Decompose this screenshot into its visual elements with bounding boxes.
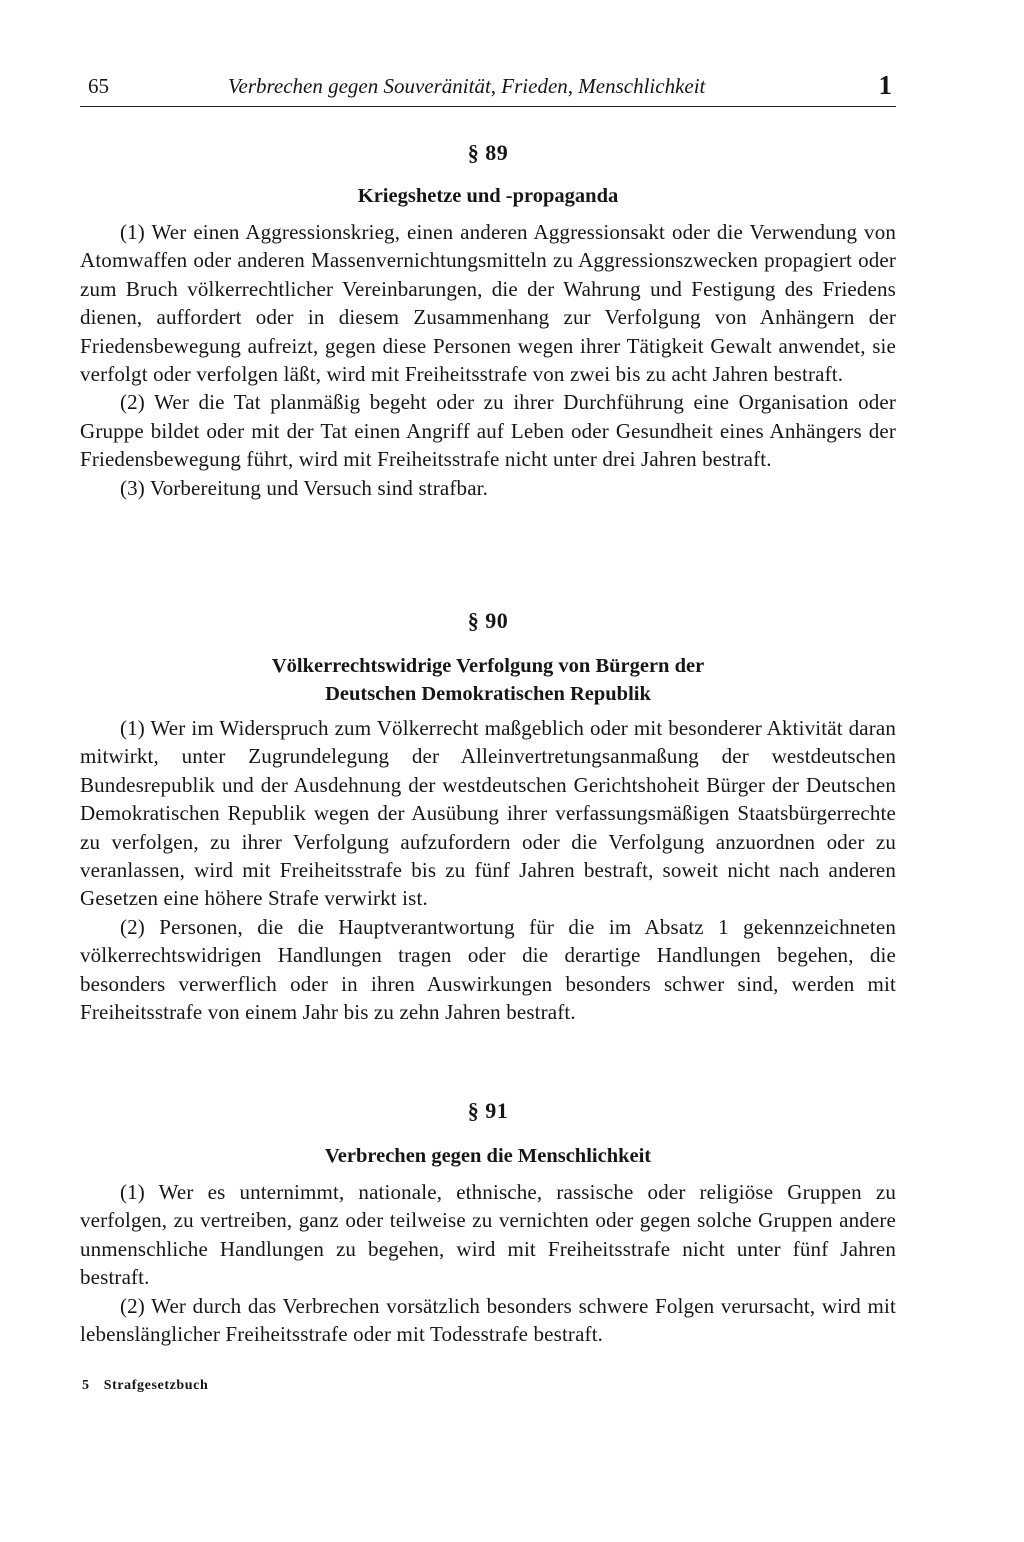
section-title-line: Deutschen Demokratischen Republik — [325, 683, 651, 705]
running-title: Verbrechen gegen Souveränität, Frieden, Menschlichkeit — [228, 74, 706, 98]
section-89 — [80, 138, 896, 502]
section-title — [80, 652, 896, 708]
paragraph: (2) Wer durch das Verbrechen vorsätzlich besonders schwere Folgen verursacht, wird mit lebenslänglicher Freiheitsstrafe oder mit Todesstrafe bestraft. — [80, 1293, 896, 1347]
section-number: § 90 — [467, 608, 509, 633]
section-title-line: Kriegshetze und -propaganda — [357, 185, 619, 207]
page-number: 65 — [88, 74, 109, 98]
section-title — [80, 182, 896, 210]
section-title — [80, 1142, 896, 1170]
signature-line — [82, 1378, 208, 1394]
chapter-number: 1 — [878, 70, 892, 100]
signature-number: 5 — [82, 1378, 90, 1393]
section-title-line: Völkerrechtswidrige Verfolgung von Bürgern der — [271, 655, 705, 677]
paragraph: (2) Wer die Tat planmäßig begeht oder zu ihrer Durchführung eine Organisation oder Gruppe bildet oder mit der Tat einen Angriff auf Leben oder Gesundheit eines Anhängers der Friedensbewegung führt, wird mit Freiheitsstrafe nicht unter drei Jahren bestraft. — [80, 390, 896, 472]
section-90 — [80, 606, 896, 1026]
section-number: § 89 — [467, 140, 509, 165]
paragraph: (2) Personen, die die Hauptverantwortung für die im Absatz 1 gekennzeichneten völkerrechtswidrigen Handlungen tragen oder die derartige Handlungen begehen, die besonders verwerflich oder in ihren Auswirkungen besonders schwer sind, werden mit Freiheitsstrafe von einem Jahr bis zu zehn Jahren bestraft. — [80, 914, 896, 1025]
running-header — [80, 70, 896, 107]
paragraph: (1) Wer einen Aggressionskrieg, einen anderen Aggressionsakt oder die Verwendung von Atomwaffen oder anderen Massenvernichtungsmitteln zu Aggressionszwecken propagiert oder zum Bruch völkerrechtlicher Vereinbarungen, die der Wahrung und Festigung des Friedens dienen, auffordert oder in diesem Zusammenhang zur Verfolgung von Anhängern der Friedensbewegung aufreizt, gegen diese Personen wegen ihrer Tätigkeit Gewalt anwendet, sie verfolgt oder verfolgen läßt, wird mit Freiheitsstrafe von zwei bis zu acht Jahren bestraft. — [80, 220, 896, 387]
section-title-line: Verbrechen gegen die Menschlichkeit — [324, 1145, 652, 1167]
paragraph: (1) Wer im Widerspruch zum Völkerrecht maßgeblich oder mit besonderer Aktivität daran mitwirkt, unter Zugrundelegung der Alleinvertretungsanmaßung der westdeutschen Bundesrepublik und der Ausdehnung der westdeutschen Gerichtshoheit Bürger der Deutschen Demokratischen Republik wegen der Ausübung ihrer verfassungsmäßigen Staatsbürgerrechte zu verfolgen, zu ihrer Verfolgung aufzufordern oder die Verfolgung anzuordnen oder zu veranlassen, wird mit Freiheitsstrafe bis zu fünf Jahren bestraft, soweit nicht nach anderen Gesetzen eine höhere Strafe verwirkt ist. — [80, 716, 896, 911]
section-number: § 91 — [467, 1098, 509, 1123]
section-91 — [80, 1096, 896, 1348]
paragraph: (1) Wer es unternimmt, nationale, ethnische, rassische oder religiöse Gruppen zu verfolgen, zu vertreiben, ganz oder teilweise zu vernichten oder gegen solche Gruppen andere unmenschliche Handlungen zu begehen, wird mit Freiheitsstrafe nicht unter fünf Jahren bestraft. — [80, 1180, 896, 1290]
signature-title: Strafgesetzbuch — [103, 1378, 209, 1393]
paragraph: (3) Vorbereitung und Versuch sind strafbar. — [120, 475, 489, 500]
